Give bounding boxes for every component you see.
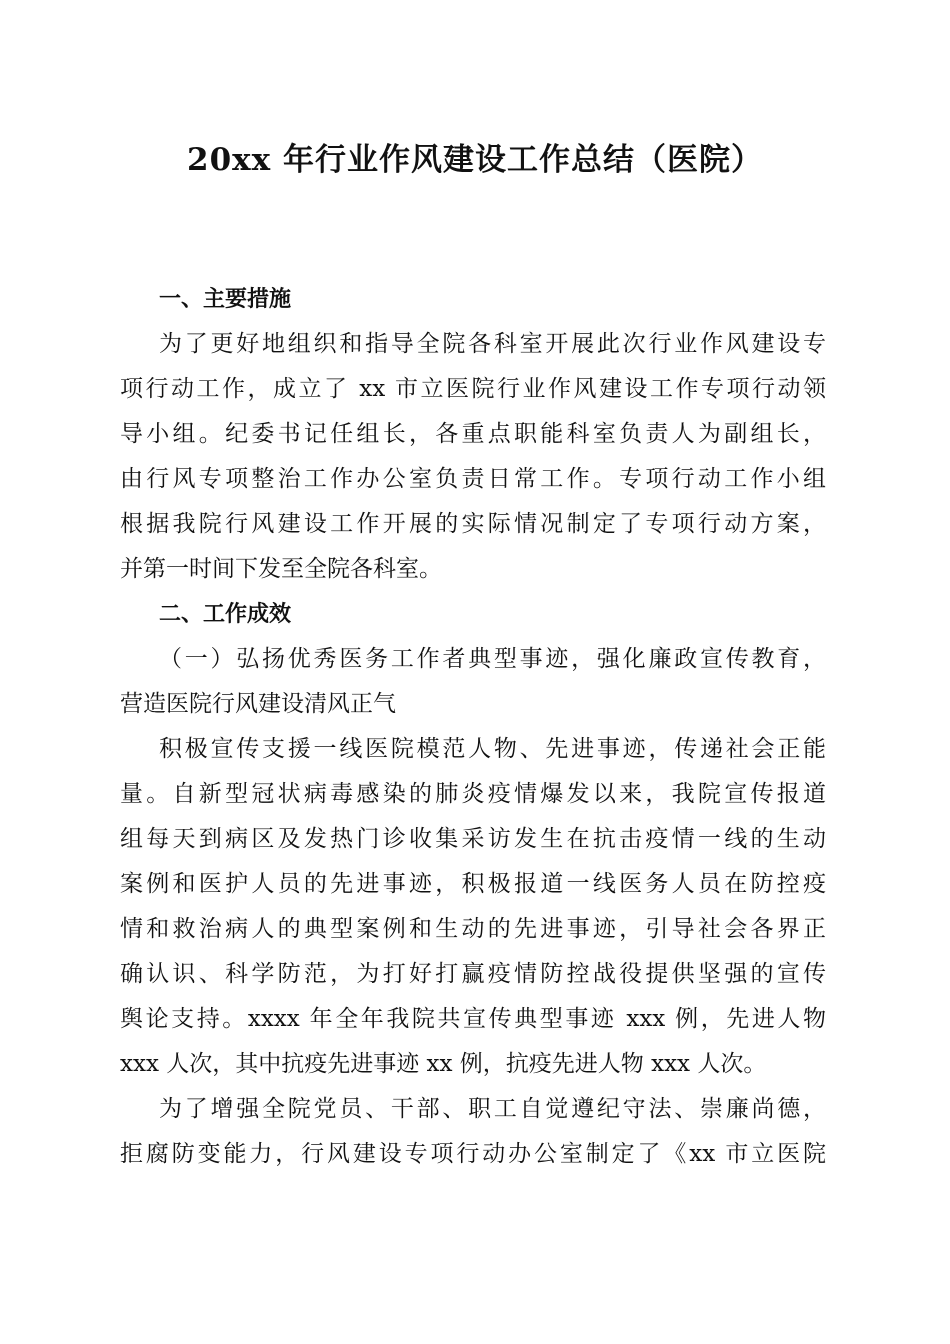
- paragraph-line: 由行风专项整治工作办公室负责日常工作。专项行动工作小组: [120, 466, 826, 492]
- paragraph-line: 积极宣传支援一线医院模范人物、先进事迹，传递社会正能: [159, 736, 826, 762]
- paragraph-line: 为了增强全院党员、干部、职工自觉遵纪守法、崇廉尚德，: [159, 1096, 826, 1122]
- document-title: 20xx 年行业作风建设工作总结（医院）: [187, 142, 763, 178]
- paragraph-line: 根据我院行风建设工作开展的实际情况制定了专项行动方案，: [120, 511, 826, 537]
- document-body: [120, 277, 826, 1177]
- paragraph-line: xxx 人次，其中抗疫先进事迹 xx 例，抗疫先进人物 xxx 人次。: [120, 1051, 767, 1077]
- section-heading-main-measures: 一、主要措施: [159, 287, 292, 312]
- paragraph-line: 确认识、科学防范，为打好打赢疫情防控战役提供坚强的宣传: [120, 961, 826, 987]
- paragraph-line: 舆论支持。xxxx 年全年我院共宣传典型事迹 xxx 例，先进人物: [120, 1006, 826, 1032]
- paragraph-line: 案例和医护人员的先进事迹，积极报道一线医务人员在防控疫: [120, 871, 826, 897]
- paragraph-line: 并第一时间下发至全院各科室。: [120, 556, 442, 582]
- paragraph-line: 组每天到病区及发热门诊收集采访发生在抗击疫情一线的生动: [120, 826, 826, 852]
- paragraph-line: 情和救治病人的典型案例和生动的先进事迹，引导社会各界正: [120, 916, 826, 942]
- section-heading-work-results: 二、工作成效: [159, 602, 292, 627]
- subsection-heading: 营造医院行风建设清风正气: [120, 691, 396, 717]
- paragraph-line: 量。自新型冠状病毒感染的肺炎疫情爆发以来，我院宣传报道: [120, 781, 826, 807]
- paragraph-line: 拒腐防变能力，行风建设专项行动办公室制定了《xx 市立医院: [120, 1141, 826, 1167]
- paragraph-line: 为了更好地组织和指导全院各科室开展此次行业作风建设专: [159, 331, 826, 357]
- paragraph-line: 导小组。纪委书记任组长，各重点职能科室负责人为副组长，: [120, 421, 826, 447]
- paragraph-line: 项行动工作，成立了 xx 市立医院行业作风建设工作专项行动领: [120, 376, 826, 402]
- subsection-heading: （一）弘扬优秀医务工作者典型事迹，强化廉政宣传教育，: [159, 646, 826, 672]
